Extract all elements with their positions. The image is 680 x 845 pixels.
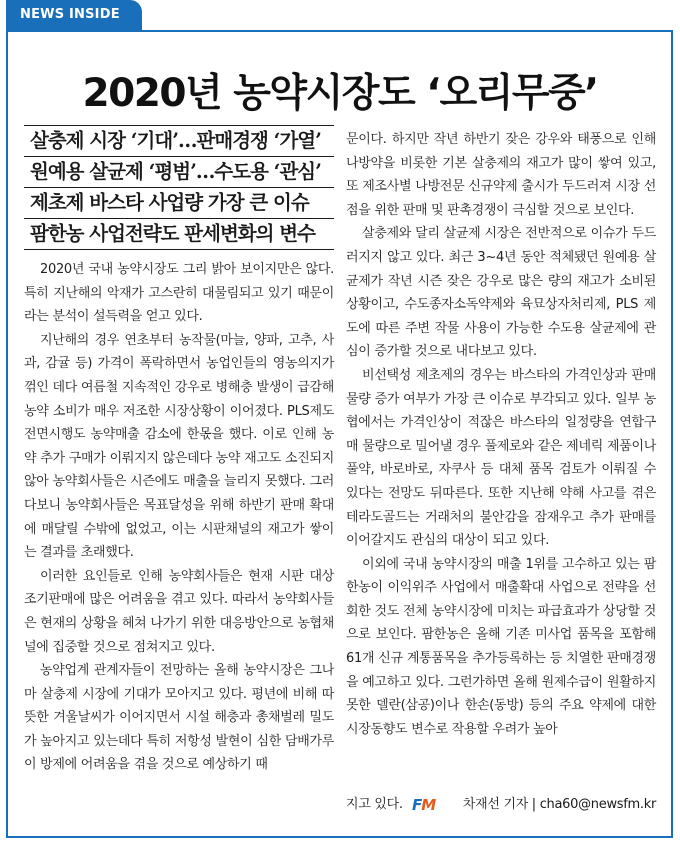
body-paragraph: 문이다. 하지만 작년 하반기 잦은 강우와 태풍으로 인해 나방약을 비롯한 기본 살충제의 재고가 많이 쌓여 있고, 또 제조사별 나방전문 신규약제 출시가 두드러져 시장 선점을 위한 판매 및 판촉경쟁이 극심할 것으로 보인다. [346, 132, 656, 218]
headline: 2020년 농약시장도 ‘오리무중’ [82, 71, 598, 116]
body-paragraph: 지난해의 경우 연초부터 농작물(마늘, 양파, 고추, 사과, 감귤 등) 가격이 폭락하면서 농업인들의 영농의지가 꺾인 데다 여름철 지속적인 강우로 병해충 발생이 급감해 농약 소비가 매우 저조한 시장상황이 이어졌다. PLS제도 전면시행도 농약매출 감소에 한몫을 했다. 이로 인해 농약 추가 구매가 이뤄지지 않은데다 농약 재고도 소진되지 않아 농약회사들은 시즌에도 매출을 늘리지 못했다. 그러다보니 농약회사들은 목표달성을 위해 하반기 판매 확대에 매달릴 수밖에 없었고, 이는 시판채널의 재고가 쌓이는 결과를 초래했다. [24, 332, 334, 561]
body-paragraph: 2020년 국내 농약시장도 그리 밝아 보이지만은 않다. 특히 지난해의 악재가 고스란히 대물림되고 있기 때문이라는 분석이 설득력을 얻고 있다. [24, 262, 334, 325]
body-paragraph: 이러한 요인들로 인해 농약회사들은 현재 시판 대상 조기판매에 많은 어려움을 겪고 있다. 따라서 농약회사들은 현재의 상황을 헤쳐 나가기 위한 대응방안으로 농협채널에 집중할 것으로 점쳐지고 있다. [24, 568, 334, 655]
body-paragraph: 이외에 국내 농약시장의 매출 1위를 고수하고 있는 팜한농이 이익위주 사업에서 매출확대 사업으로 전략을 선회한 것도 전체 농약시장에 미치는 파급효과가 상당할 것으로 보인다. 팜한농은 올해 기존 미사업 품목을 포함해 61개 신규 계통품목을 추가등록하는 등 치열한 판매경쟁을 예고하고 있다. 그런가하면 올해 원제수급이 원활하지 못한 델란(삼공)이나 한손(동방) 등의 주요 약제에 대한 시장동향도 변수로 작용할 우려가 높아 [346, 556, 656, 737]
section-tag: NEWS INSIDE [6, 0, 142, 30]
left-column [24, 258, 334, 777]
body-paragraph: 살충제와 달리 살균제 시장은 전반적으로 이슈가 두드러지지 않고 있다. 최근 3~4년 동안 적체됐던 원예용 살균제가 작년 시즌 잦은 강우로 많은 량의 재고가 소비된 상황이고, 수도종자소독약제와 육묘상자처리제, PLS 제도에 따른 주변 작물 사용이 가능한 수도용 살균제에 관심이 증가할 것으로 내다보고 있다. [346, 226, 656, 360]
closing-text: 지고 있다. [346, 797, 403, 812]
subhead: 살충제 시장 ‘기대’…판매경쟁 ‘가열’ [24, 125, 334, 157]
article-footer [346, 793, 656, 817]
body-paragraph: 농약업계 관계자들이 전망하는 올해 농약시장은 그나마 살충제 시장에 기대가 모아지고 있다. 평년에 비해 따뜻한 겨울날씨가 이어지면서 시설 해충과 총채벌레 밀도가 높아지고 있는데다 특히 저항성 발현이 심한 담배가루이 방제에 어려움을 겪을 것으로 예상하기 때 [24, 663, 334, 773]
subhead: 제초제 바스타 사업량 가장 큰 이슈 [24, 188, 334, 219]
subheads [24, 125, 334, 250]
right-column [346, 128, 656, 741]
body-paragraph: 비선택성 제초제의 경우는 바스타의 가격인상과 판매물량 증가 여부가 가장 큰 이슈로 부각되고 있다. 일부 농협에서는 가격인상이 적잖은 바스타의 일정량을 연합구매 물량으로 밀어낼 경우 풀제로와 같은 제네릭 제품이나 풀약, 바로바로, 자쿠사 등 대체 품목 검토가 이뤄질 수 있다는 전망도 뒤따른다. 또한 지난해 약해 사고를 겪은 테라도골드는 거래처의 불안감을 잠재우고 추가 판매를 이어갈지도 관심의 대상이 되고 있다. [346, 367, 656, 549]
fm-logo-icon: FM [412, 796, 436, 814]
subhead: 원예용 살균제 ‘평범’…수도용 ‘관심’ [24, 157, 334, 188]
subhead: 팜한농 사업전략도 판세변화의 변수 [24, 219, 334, 250]
byline: 차재선 기자 | cha60@newsfm.kr [462, 797, 656, 812]
